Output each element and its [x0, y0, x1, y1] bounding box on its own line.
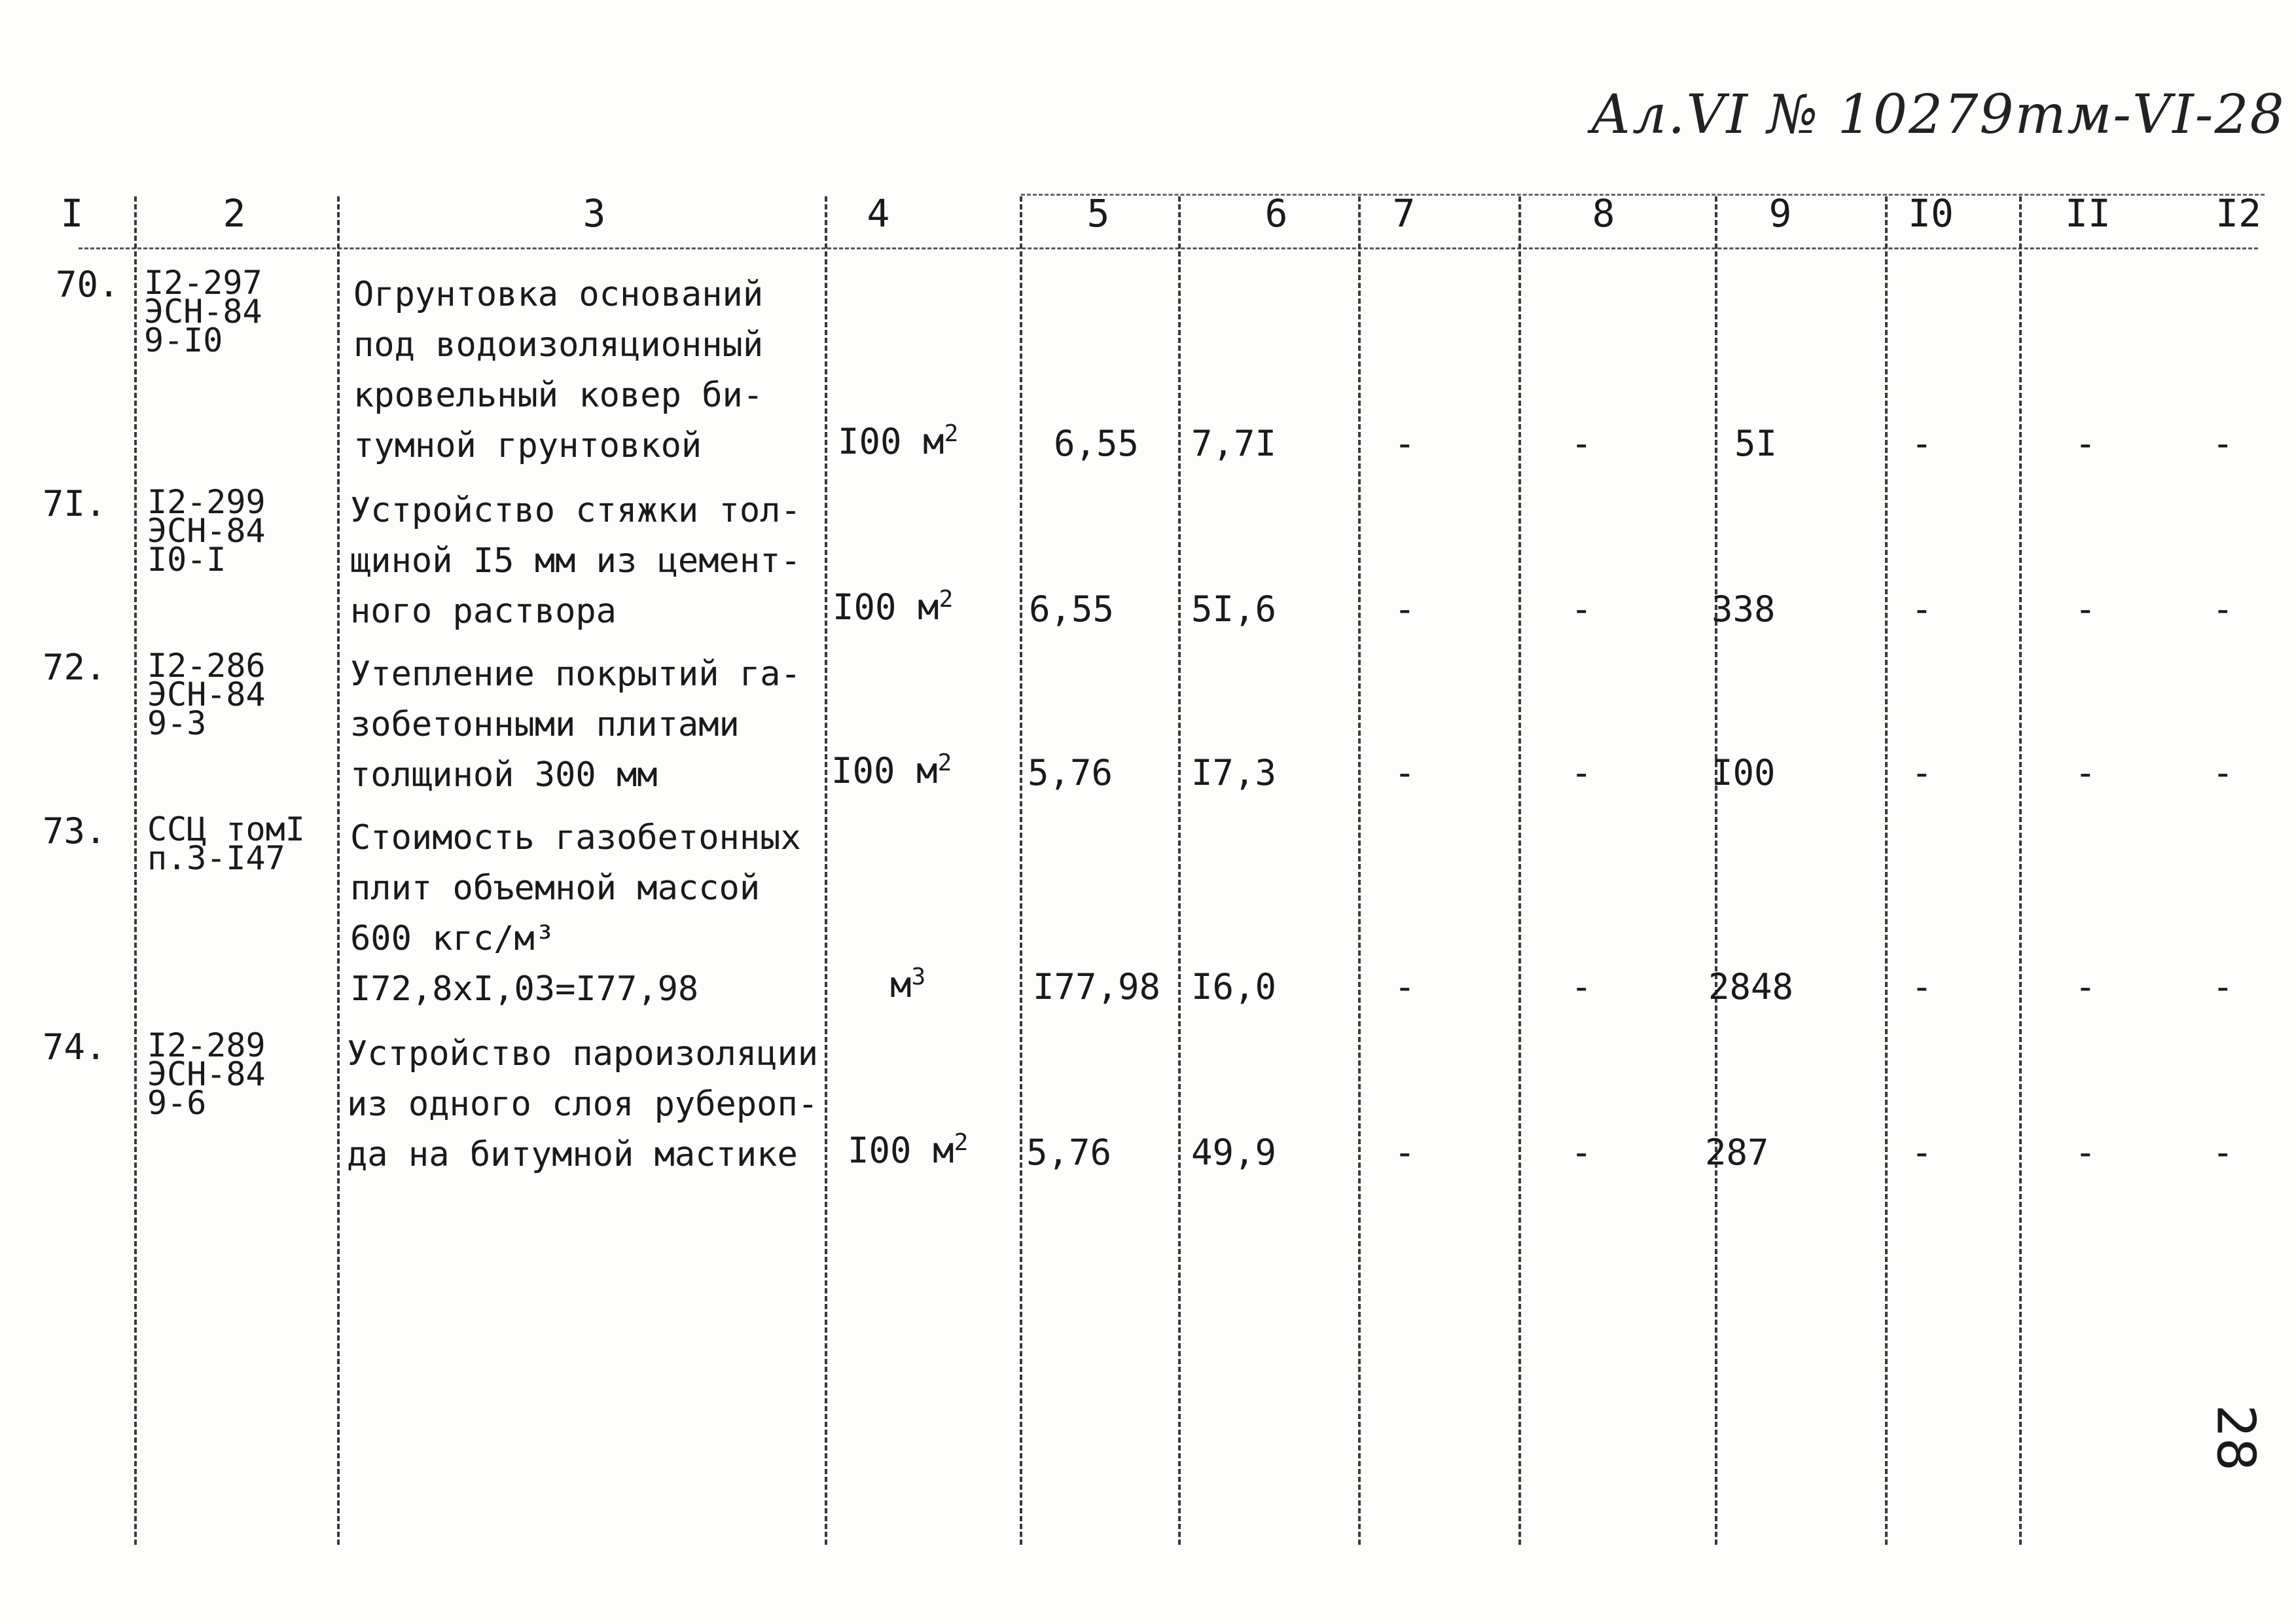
column-divider — [1885, 196, 1888, 1545]
header-bottom-rule — [79, 247, 2258, 249]
value-cell-9: 2848 — [1708, 966, 1794, 1007]
value-cell-9: 5I — [1734, 423, 1778, 464]
description-line: толщиной 300 мм — [350, 755, 658, 795]
dash-cell-12: - — [2212, 752, 2234, 793]
column-divider — [134, 196, 137, 1545]
dash-cell-7: - — [1394, 752, 1416, 793]
dash-cell-7: - — [1394, 1132, 1416, 1173]
description-line: ного раствора — [350, 592, 617, 631]
dash-cell-11: - — [2075, 752, 2096, 793]
dash-cell-10: - — [1911, 966, 1933, 1007]
code-line: I2-286 — [147, 647, 266, 685]
column-header: 4 — [867, 191, 890, 236]
description-line: да на битумной мастике — [347, 1135, 798, 1174]
unit-cell: $м^3$ — [890, 964, 926, 1005]
code-line: ЭСН-84 — [144, 293, 262, 331]
column-header: I0 — [1908, 191, 1954, 236]
unit-cell: I00 $м^2$ — [833, 586, 954, 628]
value-cell-5: 6,55 — [1054, 423, 1139, 464]
dash-cell-8: - — [1571, 588, 1592, 630]
document-stamp: Ал.VI № 10279тм-VI-28 — [1590, 84, 2286, 146]
column-header: 6 — [1265, 191, 1288, 236]
code-line: I2-297 — [144, 264, 262, 302]
page-number: 28 — [2205, 1404, 2267, 1471]
dash-cell-11: - — [2075, 423, 2096, 464]
value-cell-6: I6,0 — [1191, 966, 1277, 1007]
value-cell-5: 6,55 — [1029, 588, 1115, 630]
dash-cell-10: - — [1911, 1132, 1933, 1173]
unit-cell: I00 $м^2$ — [831, 749, 952, 791]
dash-cell-12: - — [2212, 423, 2234, 464]
code-line: ЭСН-84 — [147, 1055, 266, 1093]
description-line: Устройство пароизоляции — [347, 1034, 819, 1074]
dash-cell-12: - — [2212, 1132, 2234, 1173]
dash-cell-11: - — [2075, 1132, 2096, 1173]
description-line: Устройство стяжки тол- — [350, 491, 801, 530]
column-header: 2 — [223, 191, 246, 236]
value-cell-6: I7,3 — [1191, 752, 1277, 793]
column-divider — [825, 196, 827, 1545]
dash-cell-10: - — [1911, 752, 1933, 793]
dash-cell-8: - — [1571, 752, 1592, 793]
value-cell-9: I00 — [1712, 752, 1776, 793]
description-line: I72,8хI,03=I77,98 — [350, 969, 699, 1009]
value-cell-6: 49,9 — [1191, 1132, 1277, 1173]
dash-cell-8: - — [1571, 1132, 1592, 1173]
description-line: 600 кгс/м³ — [350, 919, 556, 958]
dash-cell-8: - — [1571, 966, 1592, 1007]
value-cell-6: 7,7I — [1191, 423, 1277, 464]
dash-cell-11: - — [2075, 588, 2096, 630]
description-line: кровельный ковер би- — [353, 376, 764, 415]
code-line: ССЦ томI — [147, 810, 305, 848]
code-line: I0-I — [147, 541, 226, 579]
dash-cell-7: - — [1394, 588, 1416, 630]
dash-cell-11: - — [2075, 966, 2096, 1007]
column-header: 7 — [1392, 191, 1416, 236]
unit-cell: I00 $м^2$ — [848, 1129, 969, 1171]
description-line: плит объемной массой — [350, 869, 761, 908]
column-divider — [1178, 196, 1181, 1545]
column-header: I — [60, 191, 84, 236]
description-line: Стоимость газобетонных — [350, 818, 801, 857]
code-line: I2-289 — [147, 1026, 266, 1064]
code-line: I2-299 — [147, 483, 266, 521]
code-line: 9-3 — [147, 704, 207, 742]
description-line: Огрунтовка оснований — [353, 275, 764, 314]
unit-cell: I00 $м^2$ — [838, 420, 959, 462]
row-number: 73. — [43, 810, 107, 852]
description-line: зобетонными плитами — [350, 705, 740, 744]
code-line: п.3-I47 — [147, 839, 285, 877]
column-divider — [1715, 196, 1717, 1545]
row-number: 7I. — [43, 483, 107, 524]
dash-cell-12: - — [2212, 966, 2234, 1007]
value-cell-9: 338 — [1712, 588, 1776, 630]
description-line: под водоизоляционный — [353, 325, 764, 365]
dash-cell-7: - — [1394, 423, 1416, 464]
column-divider — [2019, 196, 2022, 1545]
description-line: Утепление покрытий га- — [350, 655, 801, 694]
code-line: 9-6 — [147, 1084, 207, 1122]
code-line: ЭСН-84 — [147, 676, 266, 713]
column-header: 3 — [583, 191, 606, 236]
value-cell-6: 5I,6 — [1191, 588, 1277, 630]
value-cell-5: 5,76 — [1026, 1132, 1112, 1173]
row-number: 70. — [56, 264, 120, 305]
description-line: тумной грунтовкой — [353, 426, 702, 465]
row-number: 74. — [43, 1026, 107, 1068]
column-divider — [1020, 196, 1022, 1545]
dash-cell-12: - — [2212, 588, 2234, 630]
code-line: 9-I0 — [144, 321, 223, 359]
column-header: 9 — [1768, 191, 1792, 236]
dash-cell-10: - — [1911, 423, 1933, 464]
dash-cell-10: - — [1911, 588, 1933, 630]
row-number: 72. — [43, 647, 107, 688]
column-header: I2 — [2215, 191, 2261, 236]
column-divider — [1358, 196, 1361, 1545]
column-divider — [337, 196, 340, 1545]
column-divider — [1518, 196, 1521, 1545]
column-header: 8 — [1592, 191, 1615, 236]
dash-cell-7: - — [1394, 966, 1416, 1007]
description-line: щиной I5 мм из цемент- — [350, 541, 801, 581]
description-line: из одного слоя рубероп- — [347, 1085, 819, 1124]
column-header: II — [2065, 191, 2111, 236]
value-cell-5: I77,98 — [1033, 966, 1161, 1007]
value-cell-5: 5,76 — [1028, 752, 1113, 793]
column-header: 5 — [1086, 191, 1110, 236]
dash-cell-8: - — [1571, 423, 1592, 464]
code-line: ЭСН-84 — [147, 512, 266, 550]
value-cell-9: 287 — [1705, 1132, 1769, 1173]
